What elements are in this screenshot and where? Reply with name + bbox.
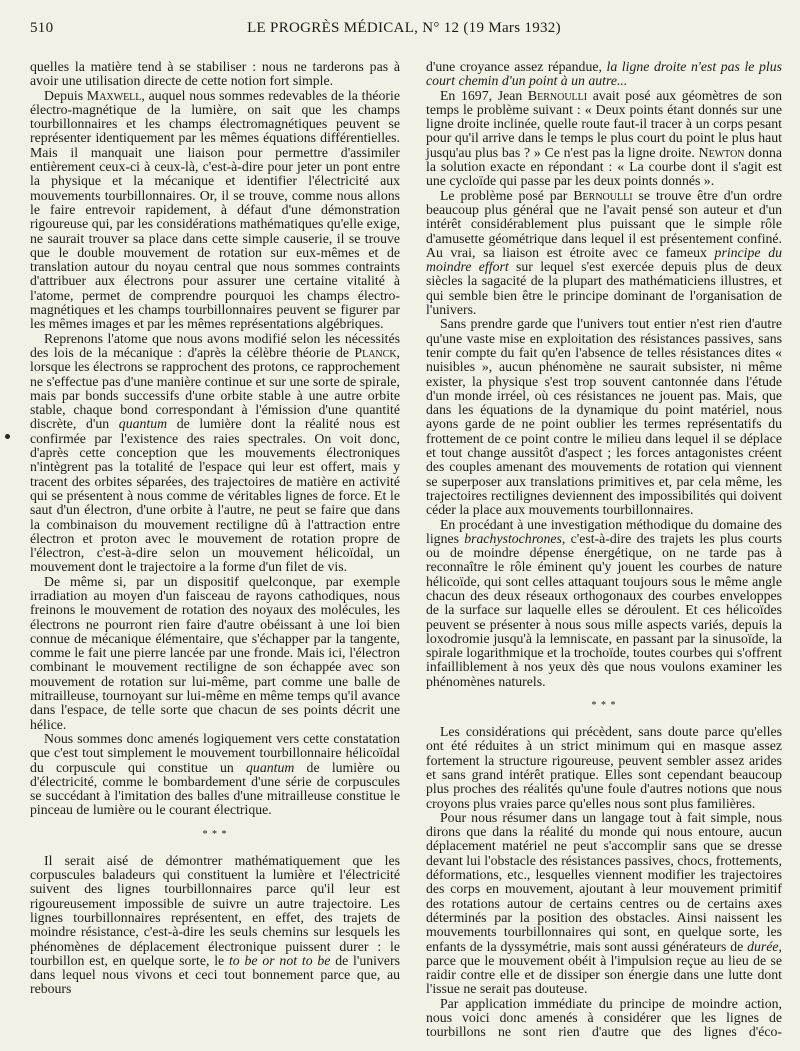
paragraph: Il serait aisé de démontrer mathématiquement que les corpuscules baladeurs qui constituent la lumière et l'électricité suivent des lignes tourbillonnaires parce qu'il leur est rigoureusement impossible de suivre un autre trajectoire. Les lignes tourbillonnaires représentent, en effet, des trajets de moindre résistance, c'est-à-dire les seuls chemins sur lesquels les phénomènes de déplacement électronique puissent durer : le tourbillon est, en quelque sorte, le to be or not to be de l'univers dans lequel nous vivons et ceci tout bonnement parce que, au rebours — [30, 852, 400, 997]
author-name: Newton — [698, 144, 745, 160]
section-separator: * * * — [591, 700, 617, 712]
author-name: Planck — [354, 344, 397, 360]
journal-title: LE PROGRÈS MÉDICAL, N° 12 (19 Mars 1932) — [247, 20, 561, 36]
paragraph: En procédant à une investigation méthodique du domaine des lignes brachystochrones, c'est-à-dire des trajets les plus courts ou de moindre dépense énergétique, on ne tarde pas à reconnaître le rôle éminent qu'y jouent les courbes de nature hélicoïde, qui sont celles attaquant toujours sous le même angle chacun des deux réseaux orthogonaux des courbes enveloppes de la surface sur laquelle elles se déroulent. Et ces hélicoïdes peuvent se présenter à nous sous mille aspects variés, depuis la loxodromie jusqu'à la lemniscate, en passant par la sinusoïde, la spirale logarithmique et la trochoïde, toutes courbes qui s'offrent infailliblement à nos yeux dès que nous voulons examiner les phénomènes naturels. — [426, 516, 782, 689]
paragraph: d'une croyance assez répandue, la ligne droite n'est pas le plus court chemin d'un point à un autre... — [426, 59, 782, 89]
section-separator: * * * — [202, 828, 228, 840]
paragraph: De même si, par un dispositif quelconque, par exemple irradiation au moyen d'un faisceau de rayons cathodiques, nous freinons le mouvement de rotation des noyaux des molécules, les électrons ne pourront rien faire d'autre obéissant à une loi bien connue de mécanique élémentaire, que s'échapper par la tangente, comme le fait une pierre lancée par une fronde. Mais ici, l'électron combinant le mouvement rectiligne de son échappée avec son mouvement de rotation sur lui-même, part comme une balle de mitrailleuse, tournoyant sur lui-même en même temps qu'il avance dans l'espace, de telle sorte que chacun de ses points décrit une hélice. — [30, 573, 400, 732]
paragraph: Pour nous résumer dans un langage tout à fait simple, nous dirons que dans la réalité du monde qui nous entoure, aucun déplacement matériel ne peut s'accomplir sans que se dresse devant lui l'obstacle des résistances passives, chocs, frottements, déformations, etc., lesquelles viennent modifier les trajectoires des corps en mouvement, ajoutant à leur mouvement primitif des rotations autour de certains centres ou de certains axes déterminés par la position des obstacles. Ainsi naissent les mouvements tourbillonnaires qui sont, en quelque sorte, les enfants de la dyssymétrie, mais sont aussi générateurs de durée, parce que le mouvement obéit à l'impulsion reçue au lieu de se raidir contre elle et de dissiper son énergie dans une lutte dont l'issue ne serait pas douteuse. — [426, 809, 782, 997]
author-name: Bernoulli — [573, 187, 633, 203]
paragraph: Par application immédiate du principe de moindre action, nous voici donc amenés à considérer que les lignes de tourbillons ne sont rien d'autre que des lignes d'éco- — [426, 995, 782, 1040]
paragraph: En 1697, Jean Bernoulli avait posé aux géomètres de son temps le problème suivant : « Deux points étant donnés sur une ligne droite inclinée, quelle route faut-il tracer à un corps pesant pour qu'il arrive dans le temps le plus court du point le plus haut jusqu'au plus bas ? » Ce n'est pas la ligne droite. Newton donna la solution exacte en répondant : « La courbe dont il s'agit est une cycloïde qui passe par les deux points donnés ». — [426, 87, 782, 189]
paragraph: Les considérations qui précèdent, sans doute parce qu'elles ont été réduites à un strict minimum qui en masque assez fortement la structure rigoureuse, peuvent sembler assez arides et sans grand intérêt pratique. Elles sont cependant beaucoup plus proches des réalités qu'une foule d'autres notions que nous croyons plus vraies parce qu'elles nous sont plus familières. — [426, 724, 782, 811]
author-name: Maxwell — [86, 87, 142, 103]
right-column — [426, 60, 782, 1040]
paragraph: Nous sommes donc amenés logiquement vers cette constatation que c'est tout simplement le mouvement tourbillonnaire hélicoïdal du corpuscule qui constitue un quantum de lumière ou d'électricité, comme le bombardement d'une série de corpuscules se succédant à l'imitation des balles d'une mitrailleuse constitue le pinceau de lumière ou le courant électrique. — [30, 730, 400, 818]
paragraph: Reprenons l'atome que nous avons modifié selon les nécessités des lois de la mécanique : d'après la célèbre théorie de Planck, lorsque les électrons se rapprochent des protons, ce rapprochement ne s'effectue pas d'une manière continue et sur une sorte de spirale, mais par bonds successifs d'une orbite stable à une autre orbite stable, chaque bond correspondant à l'émission d'une quantité discrète, d'un quantum de lumière dont la réalité nous est confirmée par l'existence des raies spectrales. On voit donc, d'après cette conception que les mouvements électroniques n'intègrent pas la totalité de l'espace qui leur est offert, mais y tracent des orbites séparées, des trajectoires de matière en activité qui se présentent à nous comme de véritables lignes de force. Et le saut d'un électron, d'une orbite à l'autre, ne peut se faire que dans la combinaison du mouvement rectiligne dû à l'attraction entre électron et proton avec le mouvement de rotation propre de l'électron, c'est-à-dire selon un mouvement hélicoïdal, un mouvement dont le trajectoire a la forme d'un filet de vis. — [30, 330, 400, 575]
paragraph: quelles la matière tend à se stabiliser : nous ne tarderons pas à avoir une utilisation directe de cette notion fort simple. — [30, 59, 400, 89]
paragraph: Le problème posé par Bernoulli se trouve être d'un ordre beaucoup plus général que ne l'avait pensé son auteur et d'un intérêt considérablement plus puissant que le simple rôle d'amusette géométrique dans lequel il est présentement confiné. Au vrai, sa liaison est étroite avec ce fameux principe du moindre effort sur lequel s'est exercée depuis plus de deux siècles la sagacité de la plupart des mathématiciens illustres, et qui semble bien être le principe dominant de l'organisation de l'univers. — [426, 187, 783, 318]
left-column — [30, 60, 400, 997]
paragraph: Sans prendre garde que l'univers tout entier n'est rien d'autre qu'une vaste mise en exploitation des résistances passives, sans tenir compte du fait qu'en l'absence de telles résistances dites « nuisibles », aucun phénomène ne saurait subsister, ni même exister, la physique s'est trop souvent cantonnée dans l'étude d'un monde irréel, où ces résistances ne jouent pas. Mais, que dans les équations de la dynamique du point matériel, nous ayons garde de ne point oublier les termes représentatifs du frottement de ce point contre le milieu dans lequel il se déplace et tout change aussitôt d'aspect ; les forces antagonistes créent des couples amenant des mouvements de rotation qui viennent se superposer aux translations primitives et, par cela même, les trajectoires rectilignes deviennent des impossibilités qui doivent céder la place aux mouvements tourbillonnaires. — [426, 316, 782, 518]
paragraph: Depuis Maxwell, auquel nous sommes redevables de la théorie électro-magnétique de la lumière, on sait que les champs tourbillonnaires et les champs électromagnétiques peuvent se représenter identiquement par les mêmes équations différentielles. Mais il manquait une liaison pour permettre d'assimiler entièrement ceux-ci à ceux-là, c'est-à-dire pour jeter un pont entre la physique et la mécanique et identifier l'électricité aux mouvements tourbillonnaires. Or, il se trouve, comme nous allons le faire entrevoir rapidement, à défaut d'une démonstration rigoureuse qui, par les considérations mathématiques qu'elle exige, ne saurait trouver sa place dans cette simple causerie, il se trouve que le double mouvement de rotation sur eux-mêmes et de translation autour du noyau central que nous sommes contraints d'attribuer aux électrons pour assurer une certaine vitalité à l'atome, permet de comprendre pourquoi les champs électro-magnétiques et les champs tourbillonnaires peuvent se figurer par les mêmes images et par les mêmes représentations algébriques. — [30, 87, 400, 332]
author-name: Bernoulli — [527, 87, 588, 103]
page-number: 510 — [30, 20, 54, 36]
page-header — [30, 20, 778, 42]
margin-mark — [5, 434, 10, 439]
